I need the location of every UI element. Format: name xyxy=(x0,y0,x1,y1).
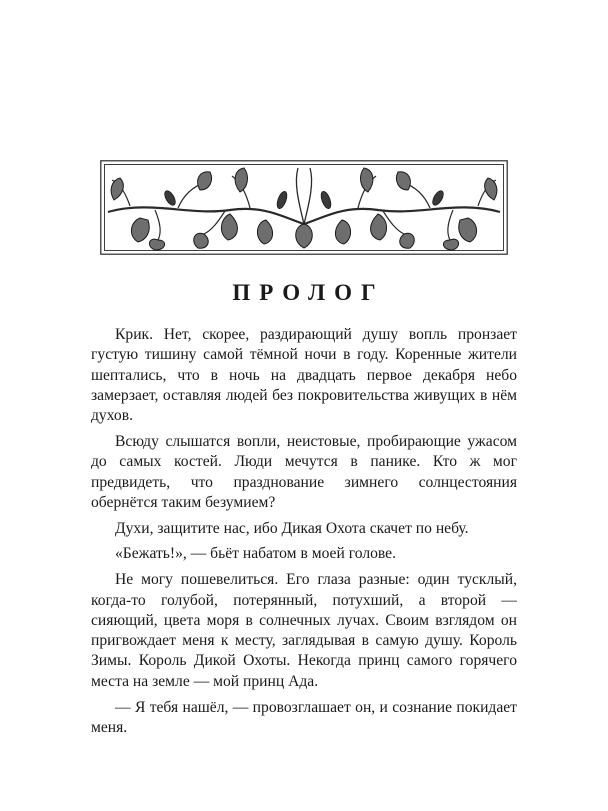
paragraph: Духи, защитите нас, ибо Дикая Охота скачет по небу. xyxy=(115,519,469,537)
paragraph: Не могу пошевелиться. Его глаза разные: один тусклый, когда-то голубой, потерянный, потухший, а второй — сияющий, цвета моря в солнечных лучах. Своим взглядом он пригвождает меня к месту, заглядывая в самую душу. Король Зимы. Король Дикой Охоты. Некогда принц самого горячего места на земле — мой принц Ада. xyxy=(91,571,517,690)
paragraph: — Я тебя нашёл, — провозглашает он, и сознание покидает меня. xyxy=(91,698,517,736)
paragraph: Крик. Нет, скорее, раздирающий душу вопль пронзает густую тишину самой тёмной ночи в году. Коренные жители шептались, что в ночь на двадцать первое декабря небо замерзает, оставляя людей без покровительства живущих в нём духов. xyxy=(91,326,517,425)
paragraph: «Бежать!», — бьёт набатом в моей голове. xyxy=(115,545,396,563)
paragraph: Всюду слышатся вопли, неистовые, пробирающие ужасом до самых костей. Люди мечутся в панике. Кто ж мог предвидеть, что празднование зимнего солнцестояния обернётся таким безумием? xyxy=(91,432,517,511)
floral-bluebell-ornament-icon xyxy=(100,160,508,255)
prologue-text xyxy=(91,325,517,744)
chapter-title: ПРОЛОГ xyxy=(232,280,385,305)
